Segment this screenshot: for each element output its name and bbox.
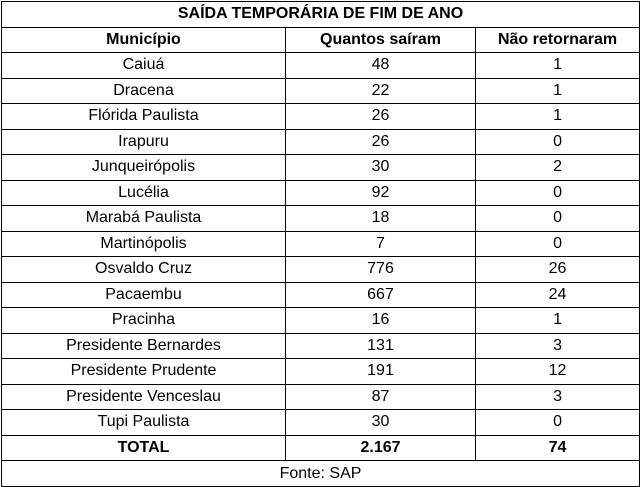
table-row <box>2 104 640 130</box>
cell-municipio: Pracinha <box>2 308 286 334</box>
cell-municipio: Marabá Paulista <box>2 206 286 232</box>
table-row <box>2 78 640 104</box>
header-nao-retornaram: Não retornaram <box>476 27 640 53</box>
cell-sairam: 30 <box>286 410 476 436</box>
table-row <box>2 206 640 232</box>
source-row <box>2 461 640 487</box>
total-nao-retornaram: 74 <box>476 435 640 461</box>
cell-municipio: Martinópolis <box>2 231 286 257</box>
cell-sairam: 16 <box>286 308 476 334</box>
cell-municipio: Presidente Venceslau <box>2 384 286 410</box>
table-title: SAÍDA TEMPORÁRIA DE FIM DE ANO <box>2 2 640 28</box>
cell-sairam: 7 <box>286 231 476 257</box>
cell-nao-retornaram: 3 <box>476 384 640 410</box>
cell-municipio: Presidente Bernardes <box>2 333 286 359</box>
table-row <box>2 257 640 283</box>
title-row <box>2 2 640 28</box>
cell-nao-retornaram: 3 <box>476 333 640 359</box>
cell-nao-retornaram: 0 <box>476 129 640 155</box>
cell-municipio: Lucélia <box>2 180 286 206</box>
table-row <box>2 155 640 181</box>
cell-nao-retornaram: 2 <box>476 155 640 181</box>
table-row <box>2 333 640 359</box>
table-row <box>2 359 640 385</box>
table-row <box>2 53 640 79</box>
cell-sairam: 92 <box>286 180 476 206</box>
cell-sairam: 776 <box>286 257 476 283</box>
cell-nao-retornaram: 0 <box>476 206 640 232</box>
cell-sairam: 26 <box>286 104 476 130</box>
data-sheet <box>1 1 639 487</box>
cell-nao-retornaram: 0 <box>476 180 640 206</box>
table-row <box>2 384 640 410</box>
temporary-leave-table <box>1 1 640 487</box>
source-note: Fonte: SAP <box>2 461 640 487</box>
cell-sairam: 18 <box>286 206 476 232</box>
header-row <box>2 27 640 53</box>
table-row <box>2 231 640 257</box>
total-sairam: 2.167 <box>286 435 476 461</box>
cell-municipio: Presidente Prudente <box>2 359 286 385</box>
cell-nao-retornaram: 1 <box>476 78 640 104</box>
total-label: TOTAL <box>2 435 286 461</box>
cell-nao-retornaram: 12 <box>476 359 640 385</box>
cell-municipio: Dracena <box>2 78 286 104</box>
cell-municipio: Tupi Paulista <box>2 410 286 436</box>
cell-municipio: Irapuru <box>2 129 286 155</box>
cell-sairam: 131 <box>286 333 476 359</box>
cell-nao-retornaram: 1 <box>476 53 640 79</box>
table-row <box>2 282 640 308</box>
cell-municipio: Osvaldo Cruz <box>2 257 286 283</box>
cell-sairam: 26 <box>286 129 476 155</box>
header-municipio: Município <box>2 27 286 53</box>
cell-nao-retornaram: 0 <box>476 410 640 436</box>
cell-nao-retornaram: 1 <box>476 308 640 334</box>
cell-sairam: 22 <box>286 78 476 104</box>
table-row <box>2 180 640 206</box>
cell-municipio: Pacaembu <box>2 282 286 308</box>
table-row <box>2 308 640 334</box>
cell-sairam: 667 <box>286 282 476 308</box>
cell-municipio: Caiuá <box>2 53 286 79</box>
cell-municipio: Flórida Paulista <box>2 104 286 130</box>
total-row <box>2 435 640 461</box>
cell-sairam: 30 <box>286 155 476 181</box>
cell-sairam: 48 <box>286 53 476 79</box>
table-row <box>2 129 640 155</box>
cell-nao-retornaram: 26 <box>476 257 640 283</box>
header-sairam: Quantos saíram <box>286 27 476 53</box>
cell-nao-retornaram: 0 <box>476 231 640 257</box>
cell-sairam: 191 <box>286 359 476 385</box>
table-row <box>2 410 640 436</box>
cell-sairam: 87 <box>286 384 476 410</box>
cell-nao-retornaram: 24 <box>476 282 640 308</box>
cell-municipio: Junqueirópolis <box>2 155 286 181</box>
cell-nao-retornaram: 1 <box>476 104 640 130</box>
